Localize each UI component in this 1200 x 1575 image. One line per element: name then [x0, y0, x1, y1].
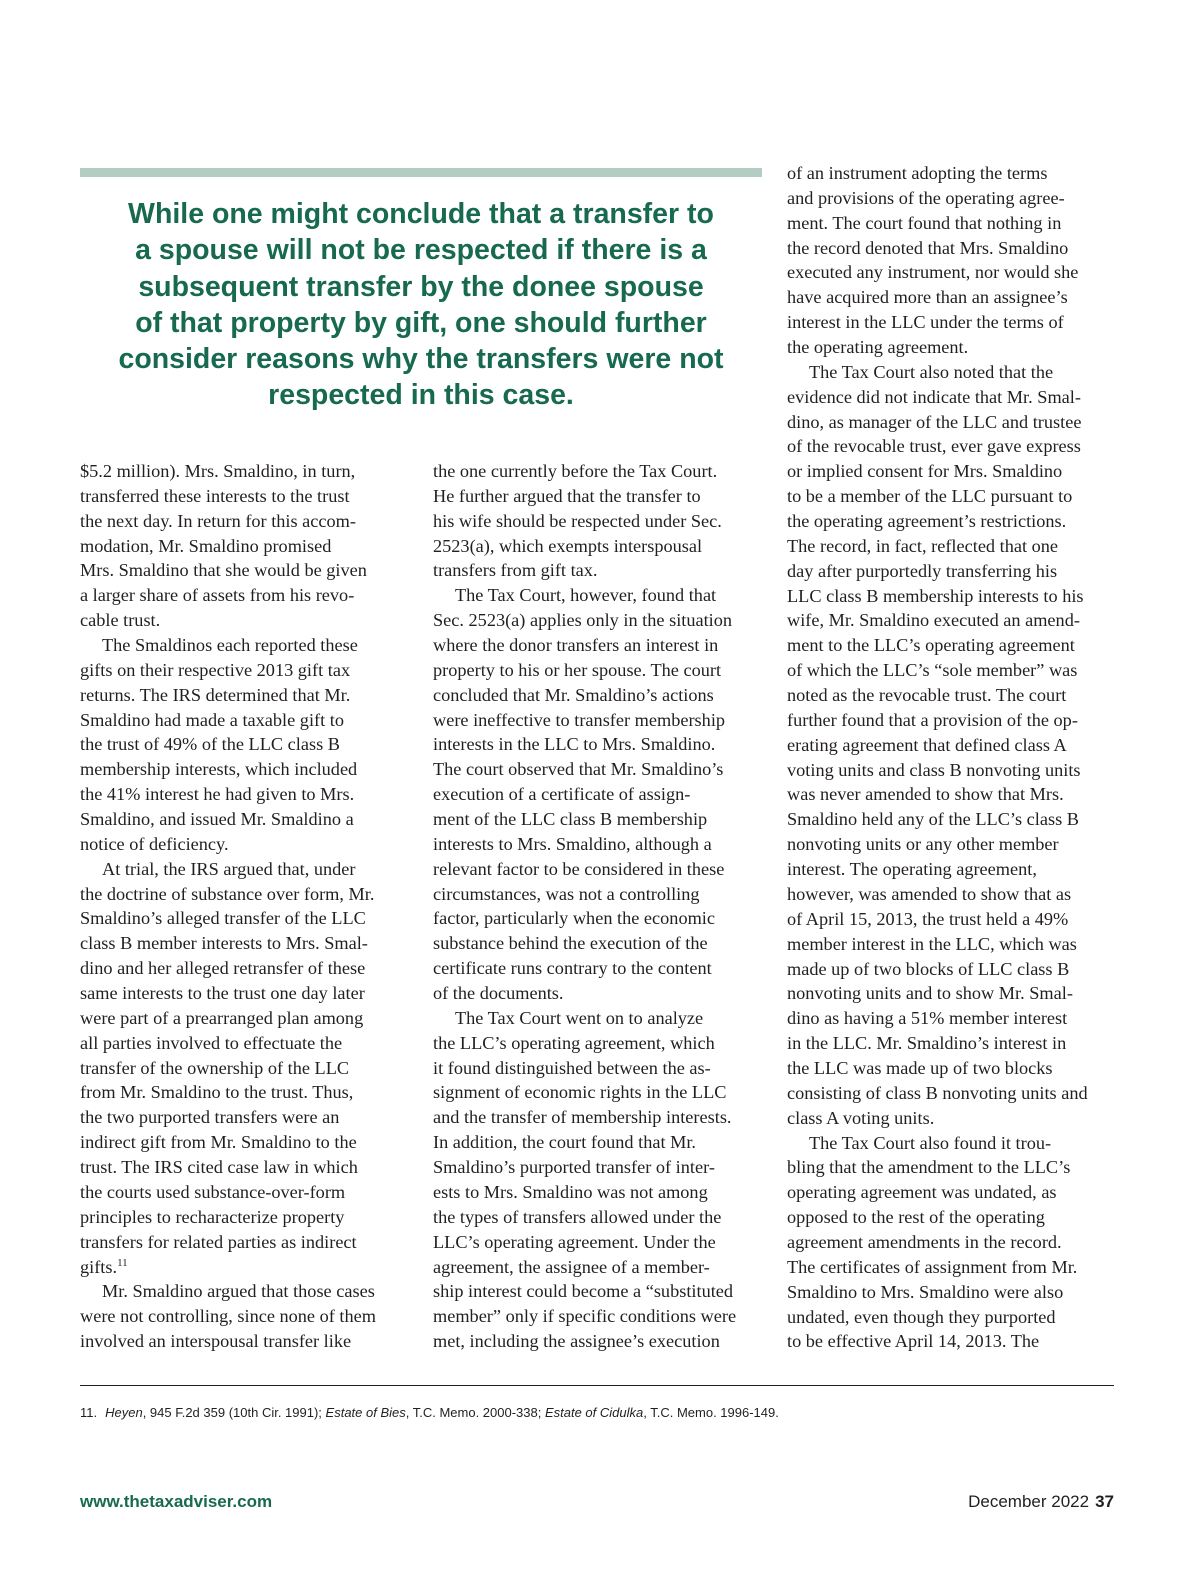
footnote-ref[interactable]: 11 — [117, 1256, 128, 1269]
text-line: ship interest could become a “substituted — [433, 1281, 734, 1302]
text-line: 2523(a), which exempts interspousal — [433, 535, 703, 556]
text-line: He further argued that the transfer to — [433, 485, 701, 506]
text-line: the LLC’s operating agreement, which — [433, 1032, 715, 1053]
text-line: Smaldino to Mrs. Smaldino were also — [787, 1281, 1064, 1302]
text-line: execution of a certificate of assign- — [433, 784, 691, 805]
text-line: the record denoted that Mrs. Smaldino — [787, 237, 1069, 258]
text-line: dino as having a 51% member interest — [787, 1008, 1068, 1029]
text-line: Smaldino’s purported transfer of inter- — [433, 1157, 715, 1178]
text-line: dino and her alleged retransfer of these — [80, 958, 366, 979]
text-line: or implied consent for Mrs. Smaldino — [787, 461, 1063, 482]
text-line: Mrs. Smaldino that she would be given — [80, 560, 367, 581]
pull-quote-line: respected in this case. — [268, 379, 574, 412]
text-line: nonvoting units and to show Mr. Smal- — [787, 983, 1073, 1004]
text-line: the operating agreement. — [787, 337, 969, 358]
text-line: the 41% interest he had given to Mrs. — [80, 784, 355, 805]
text-line: the next day. In return for this accom- — [80, 510, 356, 531]
text-line: a larger share of assets from his revo- — [80, 585, 355, 606]
text-line: Smaldino had made a taxable gift to — [80, 709, 344, 730]
text-line: signment of economic rights in the LLC — [433, 1082, 727, 1103]
citation: , T.C. Memo. 2000-338; — [405, 1405, 545, 1420]
text-line: member interest in the LLC, which was — [787, 933, 1077, 954]
text-line: In addition, the court found that Mr. — [433, 1132, 696, 1153]
text-line: Smaldino’s alleged transfer of the LLC — [80, 908, 366, 929]
text-line: Smaldino, and issued Mr. Smaldino a — [80, 809, 354, 830]
text-line: the LLC was made up of two blocks — [787, 1057, 1053, 1078]
citation: , 945 F.2d 359 (10th Cir. 1991); — [142, 1405, 326, 1420]
text-line: executed any instrument, nor would she — [787, 262, 1079, 283]
text-line: certificate runs contrary to the content — [433, 958, 712, 979]
text-line: indirect gift from Mr. Smaldino to the — [80, 1132, 357, 1153]
text-line: bling that the amendment to the LLC’s — [787, 1157, 1071, 1178]
footnote-divider — [80, 1385, 1114, 1386]
text-line: operating agreement was undated, as — [787, 1182, 1057, 1203]
text-line: same interests to the trust one day later — [80, 983, 365, 1004]
pull-quote-line: consider reasons why the transfers were not — [118, 343, 724, 376]
text-line: it found distinguished between the as- — [433, 1057, 711, 1078]
text-line: the doctrine of substance over form, Mr. — [80, 883, 375, 904]
text-line: voting units and class B nonvoting units — [787, 759, 1081, 780]
text-line: The Smaldinos each reported these — [102, 635, 358, 656]
text-line: day after purportedly transferring his — [787, 560, 1058, 581]
text-line: LLC’s operating agreement. Under the — [433, 1231, 716, 1252]
text-line: cable trust. — [80, 610, 161, 631]
article-column-2 — [433, 459, 763, 1354]
text-line: opposed to the rest of the operating — [787, 1207, 1045, 1228]
text-line: the two purported transfers were an — [80, 1107, 340, 1128]
text-line: agreement amendments in the record. — [787, 1231, 1062, 1252]
case-name: Estate of Bies — [325, 1405, 406, 1420]
pull-quote-line: While one might conclude that a transfer to — [128, 198, 714, 230]
text-line: transfer of the ownership of the LLC — [80, 1057, 350, 1078]
text-line: Smaldino held any of the LLC’s class B — [787, 809, 1079, 830]
text-line: The Tax Court went on to analyze — [455, 1007, 704, 1028]
text-line: have acquired more than an assignee’s — [787, 287, 1068, 308]
pull-quote-line: a spouse will not be respected if there is a — [135, 234, 707, 267]
text-line: were not controlling, since none of them — [80, 1306, 376, 1327]
article-column-3 — [787, 161, 1117, 1354]
text-line: transferred these interests to the trust — [80, 485, 350, 506]
text-line: undated, even though they purported — [787, 1306, 1056, 1327]
text-line: LLC class B membership interests to his — [787, 585, 1084, 606]
case-name: Heyen — [105, 1405, 143, 1420]
pull-quote-line: of that property by gift, one should further — [135, 306, 707, 339]
text-line: involved an interspousal transfer like — [80, 1331, 352, 1352]
text-line: further found that a provision of the op- — [787, 709, 1078, 730]
text-line: class A voting units. — [787, 1107, 935, 1128]
text-line: his wife should be respected under Sec. — [433, 510, 722, 531]
text-line: made up of two blocks of LLC class B — [787, 958, 1070, 979]
footnote-11 — [80, 1404, 1114, 1422]
text-line: factor, particularly when the economic — [433, 908, 715, 929]
text-line: of April 15, 2013, the trust held a 49% — [787, 908, 1069, 929]
text-line: gifts on their respective 2013 gift tax — [80, 659, 351, 680]
text-line: and provisions of the operating agree- — [787, 187, 1065, 208]
text-line: The court observed that Mr. Smaldino’s — [433, 759, 724, 780]
text-line: modation, Mr. Smaldino promised — [80, 535, 332, 556]
text-line: concluded that Mr. Smaldino’s actions — [433, 684, 714, 705]
text-line: all parties involved to effectuate the — [80, 1032, 343, 1053]
text-line: Mr. Smaldino argued that those cases — [102, 1281, 375, 1302]
text-line: membership interests, which included — [80, 759, 358, 780]
text-line: interest. The operating agreement, — [787, 859, 1037, 880]
text-line: of an instrument adopting the terms — [787, 163, 1048, 183]
text-line: nonvoting units or any other member — [787, 834, 1059, 855]
text-line: consisting of class B nonvoting units and — [787, 1082, 1088, 1103]
text-line: wife, Mr. Smaldino executed an amend- — [787, 610, 1080, 631]
text-line: were part of a prearranged plan among — [80, 1007, 364, 1028]
text-line: transfers from gift tax. — [433, 560, 598, 581]
text-line: to be a member of the LLC pursuant to — [787, 486, 1073, 507]
text-line: ests to Mrs. Smaldino was not among — [433, 1181, 708, 1202]
text-line: however, was amended to show that as — [787, 883, 1072, 904]
text-line: to be effective April 14, 2013. The — [787, 1331, 1040, 1352]
article-column-1 — [80, 459, 410, 1354]
text-line: class B member interests to Mrs. Smal- — [80, 933, 368, 954]
text-line: interests to Mrs. Smaldino, although a — [433, 833, 712, 854]
text-line: interest in the LLC under the terms of — [787, 312, 1064, 333]
text-line: of the revocable trust, ever gave express — [787, 436, 1081, 457]
pull-quote — [80, 196, 762, 414]
issue-info — [968, 1492, 1114, 1512]
text-line: noted as the revocable trust. The court — [787, 685, 1067, 706]
text-line: erating agreement that defined class A — [787, 734, 1067, 755]
text-line: where the donor transfers an interest in — [433, 635, 719, 656]
text-line: member” only if specific conditions were — [433, 1306, 737, 1327]
text-line: interests in the LLC to Mrs. Smaldino. — [433, 734, 716, 755]
text-line: $5.2 million). Mrs. Smaldino, in turn, — [80, 461, 356, 481]
text-line — [80, 1255, 410, 1280]
text-line: circumstances, was not a controlling — [433, 883, 700, 904]
text-line: The Tax Court also found it trou- — [809, 1132, 1052, 1153]
pull-quote-line: subsequent transfer by the donee spouse — [138, 270, 704, 303]
text-line: the trust of 49% of the LLC class B — [80, 734, 340, 755]
pull-quote-rule — [80, 168, 762, 177]
citation: , T.C. Memo. 1996-149. — [643, 1405, 779, 1420]
text-line: ment to the LLC’s operating agreement — [787, 635, 1075, 656]
website-link[interactable]: www.thetaxadviser.com — [80, 1492, 273, 1511]
text-line: was never amended to show that Mrs. — [787, 784, 1064, 805]
text-line: met, including the assignee’s execution — [433, 1331, 720, 1352]
text-line: evidence did not indicate that Mr. Smal- — [787, 386, 1081, 407]
text-line: substance behind the execution of the — [433, 933, 708, 954]
text-line: returns. The IRS determined that Mr. — [80, 684, 351, 705]
text-line: The certificates of assignment from Mr. — [787, 1256, 1078, 1277]
text-line: The Tax Court also noted that the — [809, 361, 1054, 382]
issue-date: December 2022 — [968, 1492, 1090, 1511]
text-line: ment of the LLC class B membership — [433, 809, 708, 830]
text-line: trust. The IRS cited case law in which — [80, 1157, 358, 1178]
text-line: the operating agreement’s restrictions. — [787, 511, 1067, 532]
text-line: ment. The court found that nothing in — [787, 212, 1062, 233]
text-line: The Tax Court, however, found that — [455, 585, 717, 606]
text-line: property to his or her spouse. The court — [433, 659, 722, 680]
text-line: relevant factor to be considered in these — [433, 858, 725, 879]
footnote-number: 11. — [80, 1405, 98, 1420]
text-line: Sec. 2523(a) applies only in the situation — [433, 610, 733, 631]
text-line-content: gifts. — [80, 1256, 118, 1277]
text-line: the types of transfers allowed under the — [433, 1206, 722, 1227]
text-line: principles to recharacterize property — [80, 1206, 345, 1227]
text-line: notice of deficiency. — [80, 833, 229, 854]
text-line: dino, as manager of the LLC and trustee — [787, 411, 1082, 432]
text-line: The record, in fact, reflected that one — [787, 535, 1059, 556]
text-line: from Mr. Smaldino to the trust. Thus, — [80, 1082, 354, 1103]
text-line: and the transfer of membership interests. — [433, 1107, 732, 1128]
text-line: were ineffective to transfer membership — [433, 709, 726, 730]
text-line: At trial, the IRS argued that, under — [102, 858, 356, 879]
text-line: agreement, the assignee of a member- — [433, 1256, 710, 1277]
text-line: in the LLC. Mr. Smaldino’s interest in — [787, 1033, 1067, 1054]
text-line: transfers for related parties as indirect — [80, 1231, 357, 1252]
text-line: of which the LLC’s “sole member” was — [787, 660, 1078, 681]
text-line: the courts used substance-over-form — [80, 1181, 346, 1202]
text-line: of the documents. — [433, 983, 564, 1004]
text-line: the one currently before the Tax Court. — [433, 461, 718, 481]
page-number: 37 — [1095, 1492, 1114, 1511]
case-name: Estate of Cidulka — [544, 1405, 644, 1420]
